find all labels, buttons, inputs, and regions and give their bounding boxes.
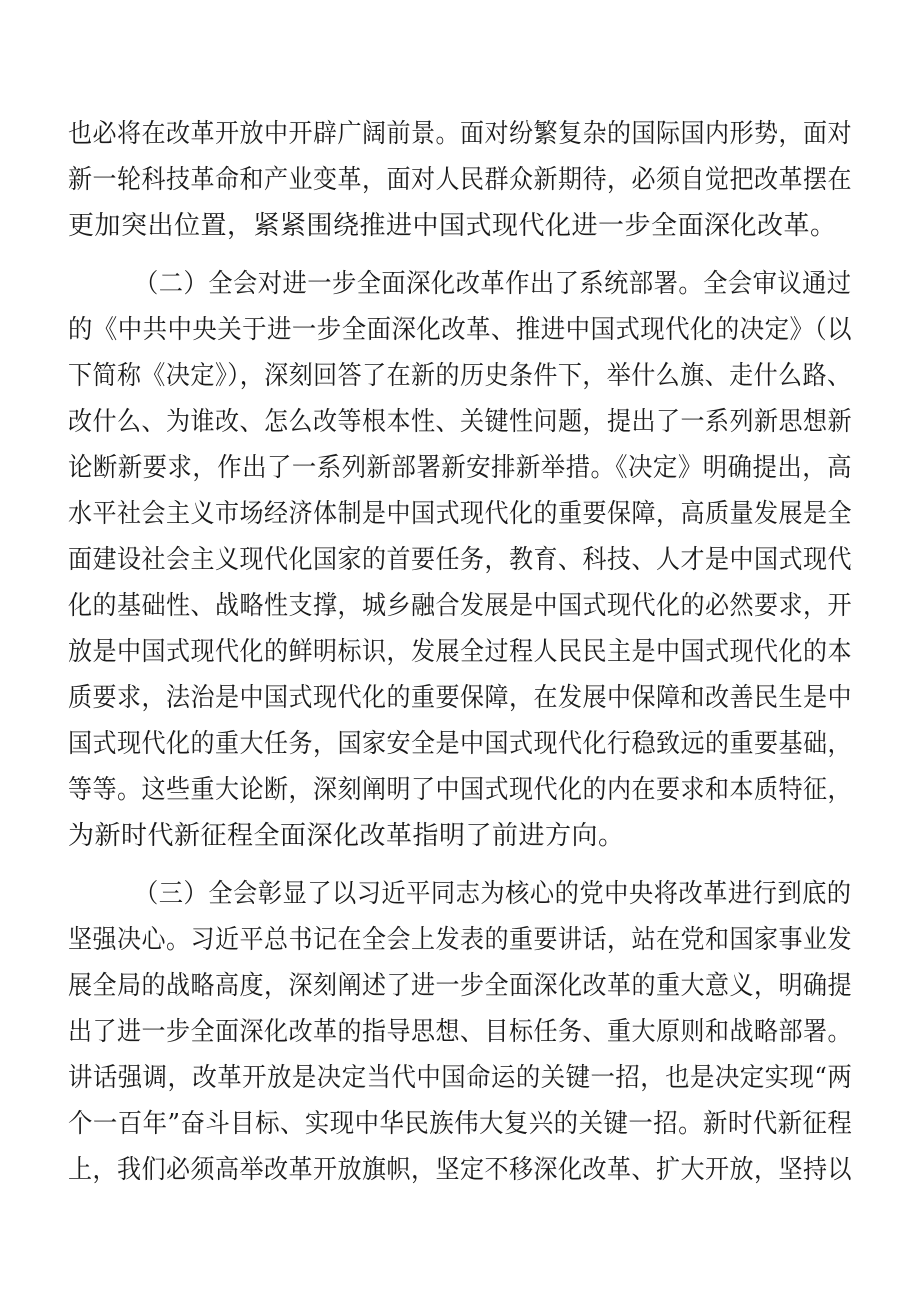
body-text-line: 国式现代化的重大任务，国家安全是中国式现代化行稳致远的重要基础，: [68, 729, 852, 759]
paragraph-first-line: （三）全会彰显了以习近平同志为核心的党中央将改革进行到底的: [134, 879, 852, 909]
body-text-line: 也必将在改革开放中开辟广阔前景。面对纷繁复杂的国际国内形势，面对: [68, 119, 852, 149]
body-text-line: 改什么、为谁改、怎么改等根本性、关键性问题，提出了一系列新思想新: [68, 407, 852, 437]
body-text-line: 上，我们必须高举改革开放旗帜，坚定不移深化改革、扩大开放，坚持以: [68, 1155, 852, 1185]
body-text-line: 出了进一步全面深化改革的指导思想、目标任务、重大原则和战略部署。: [68, 1017, 852, 1047]
body-text-line: 坚强决心。习近平总书记在全会上发表的重要讲话，站在党和国家事业发: [68, 925, 852, 955]
body-text-line: 为新时代新征程全面深化改革指明了前进方向。: [68, 821, 625, 851]
body-text-line: 更加突出位置，紧紧围绕推进中国式现代化进一步全面深化改革。: [68, 211, 837, 241]
body-text-line: 的《中共中央关于进一步全面深化改革、推进中国式现代化的决定》（以: [68, 315, 852, 345]
body-text-line: 放是中国式现代化的鲜明标识，发展全过程人民民主是中国式现代化的本: [68, 637, 852, 667]
body-text-line: 化的基础性、战略性支撑，城乡融合发展是中国式现代化的必然要求，开: [68, 591, 852, 621]
body-text-line: 质要求，法治是中国式现代化的重要保障，在发展中保障和改善民生是中: [68, 683, 852, 713]
body-text-line: 讲话强调，改革开放是决定当代中国命运的关键一招，也是决定实现“两: [68, 1063, 853, 1093]
body-text-line: 个一百年”奋斗目标、实现中华民族伟大复兴的关键一招。新时代新征程: [68, 1109, 853, 1139]
body-text-line: 新一轮科技革命和产业变革，面对人民群众新期待，必须自觉把改革摆在: [68, 165, 852, 195]
body-text-line: 展全局的战略高度，深刻阐述了进一步全面深化改革的重大意义，明确提: [68, 971, 852, 1001]
body-text-line: 等等。这些重大论断，深刻阐明了中国式现代化的内在要求和本质特征，: [68, 775, 852, 805]
body-text-line: 论断新要求，作出了一系列新部署新安排新举措。《决定》明确提出，高: [68, 453, 852, 483]
paragraph-first-line: （二）全会对进一步全面深化改革作出了系统部署。全会审议通过: [134, 269, 852, 299]
body-text-line: 面建设社会主义现代化国家的首要任务，教育、科技、人才是中国式现代: [68, 545, 852, 575]
body-text-line: 水平社会主义市场经济体制是中国式现代化的重要保障，高质量发展是全: [68, 499, 852, 529]
body-text-line: 下简称《决定》），深刻回答了在新的历史条件下，举什么旗、走什么路、: [68, 361, 852, 391]
